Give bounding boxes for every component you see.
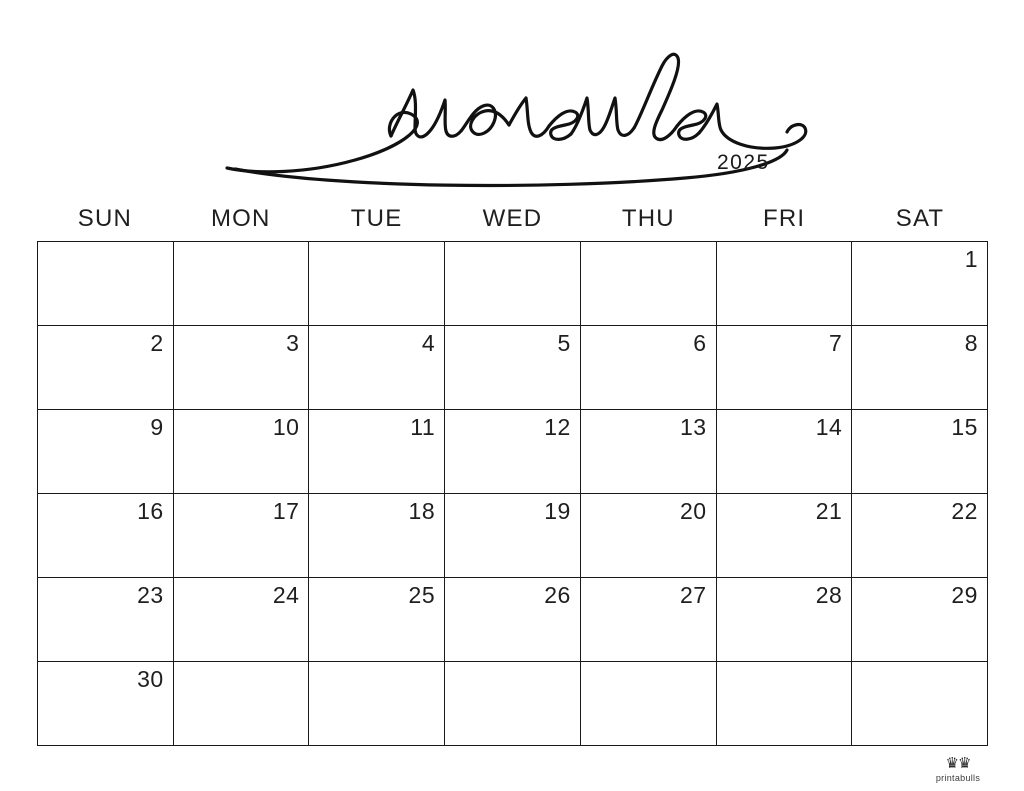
day-cell[interactable]	[445, 410, 581, 494]
day-number: 25	[408, 582, 436, 608]
day-number: 26	[544, 582, 571, 608]
day-cell[interactable]	[309, 410, 445, 494]
day-cell[interactable]	[174, 662, 310, 746]
day-cell[interactable]	[309, 242, 445, 326]
day-cell[interactable]	[445, 494, 581, 578]
day-cell[interactable]	[581, 494, 717, 578]
day-cell[interactable]	[581, 662, 717, 746]
day-number: 1	[964, 246, 978, 272]
day-number: 20	[679, 498, 707, 524]
day-cell[interactable]	[852, 494, 988, 578]
day-cell[interactable]	[581, 326, 717, 410]
day-cell[interactable]	[581, 578, 717, 662]
day-cell[interactable]	[717, 662, 853, 746]
day-cell[interactable]	[852, 242, 988, 326]
calendar-grid	[37, 241, 988, 746]
day-cell[interactable]	[38, 326, 174, 410]
day-cell[interactable]	[174, 494, 310, 578]
day-number: 18	[408, 498, 436, 524]
day-number: 8	[964, 330, 978, 356]
day-cell[interactable]	[38, 242, 174, 326]
day-number: 4	[421, 330, 436, 356]
brand-logo	[925, 755, 991, 783]
day-cell[interactable]	[852, 326, 988, 410]
weekday-thu: THU	[621, 205, 675, 232]
day-cell[interactable]	[717, 410, 853, 494]
day-cell[interactable]	[581, 242, 717, 326]
day-cell[interactable]	[445, 578, 581, 662]
day-cell[interactable]	[309, 578, 445, 662]
weekday-sat: SAT	[895, 205, 945, 232]
day-number: 29	[951, 582, 978, 608]
day-number: 5	[557, 330, 571, 356]
weekday-sun: SUN	[77, 205, 133, 232]
day-cell[interactable]	[717, 326, 853, 410]
weekday-header-row	[37, 205, 988, 233]
day-cell[interactable]	[445, 662, 581, 746]
day-number: 23	[137, 582, 164, 608]
weekday-fri: FRI	[763, 205, 806, 232]
day-number: 17	[272, 498, 300, 524]
day-cell[interactable]	[717, 242, 853, 326]
day-cell[interactable]	[174, 410, 310, 494]
day-number: 6	[693, 330, 707, 356]
day-cell[interactable]	[852, 578, 988, 662]
day-number: 3	[286, 330, 300, 356]
weekday-tue: TUE	[350, 205, 403, 232]
day-cell[interactable]	[174, 326, 310, 410]
day-cell[interactable]	[38, 662, 174, 746]
day-cell[interactable]	[445, 242, 581, 326]
day-number: 22	[951, 498, 978, 524]
day-cell[interactable]	[852, 662, 988, 746]
day-cell[interactable]	[38, 410, 174, 494]
day-number: 9	[150, 414, 164, 440]
day-cell[interactable]	[309, 662, 445, 746]
day-cell[interactable]	[174, 578, 310, 662]
day-number: 11	[410, 414, 436, 440]
day-cell[interactable]	[717, 578, 853, 662]
day-cell[interactable]	[38, 494, 174, 578]
day-cell[interactable]	[38, 578, 174, 662]
day-cell[interactable]	[309, 326, 445, 410]
calendar-year: 2025	[717, 151, 770, 174]
bull-icon: ♛♛	[945, 755, 971, 772]
day-number: 30	[137, 666, 164, 692]
day-number: 14	[815, 414, 843, 440]
day-cell[interactable]	[717, 494, 853, 578]
weekday-wed: WED	[482, 205, 543, 232]
day-cell[interactable]	[852, 410, 988, 494]
day-number: 10	[272, 414, 300, 440]
day-cell[interactable]	[581, 410, 717, 494]
day-cell[interactable]	[174, 242, 310, 326]
day-number: 12	[544, 414, 571, 440]
day-cell[interactable]	[445, 326, 581, 410]
day-number: 7	[828, 330, 843, 356]
title-area	[0, 18, 1024, 178]
day-number: 24	[272, 582, 300, 608]
day-number: 13	[679, 414, 707, 440]
brand-wordmark: printabulls	[935, 773, 981, 783]
day-number: 21	[815, 498, 843, 524]
day-number: 27	[679, 582, 707, 608]
day-number: 15	[951, 414, 978, 440]
day-number: 28	[815, 582, 843, 608]
day-number: 19	[544, 498, 571, 524]
day-number: 2	[150, 330, 164, 356]
day-cell[interactable]	[309, 494, 445, 578]
weekday-mon: MON	[210, 205, 271, 232]
day-number: 16	[137, 498, 164, 524]
